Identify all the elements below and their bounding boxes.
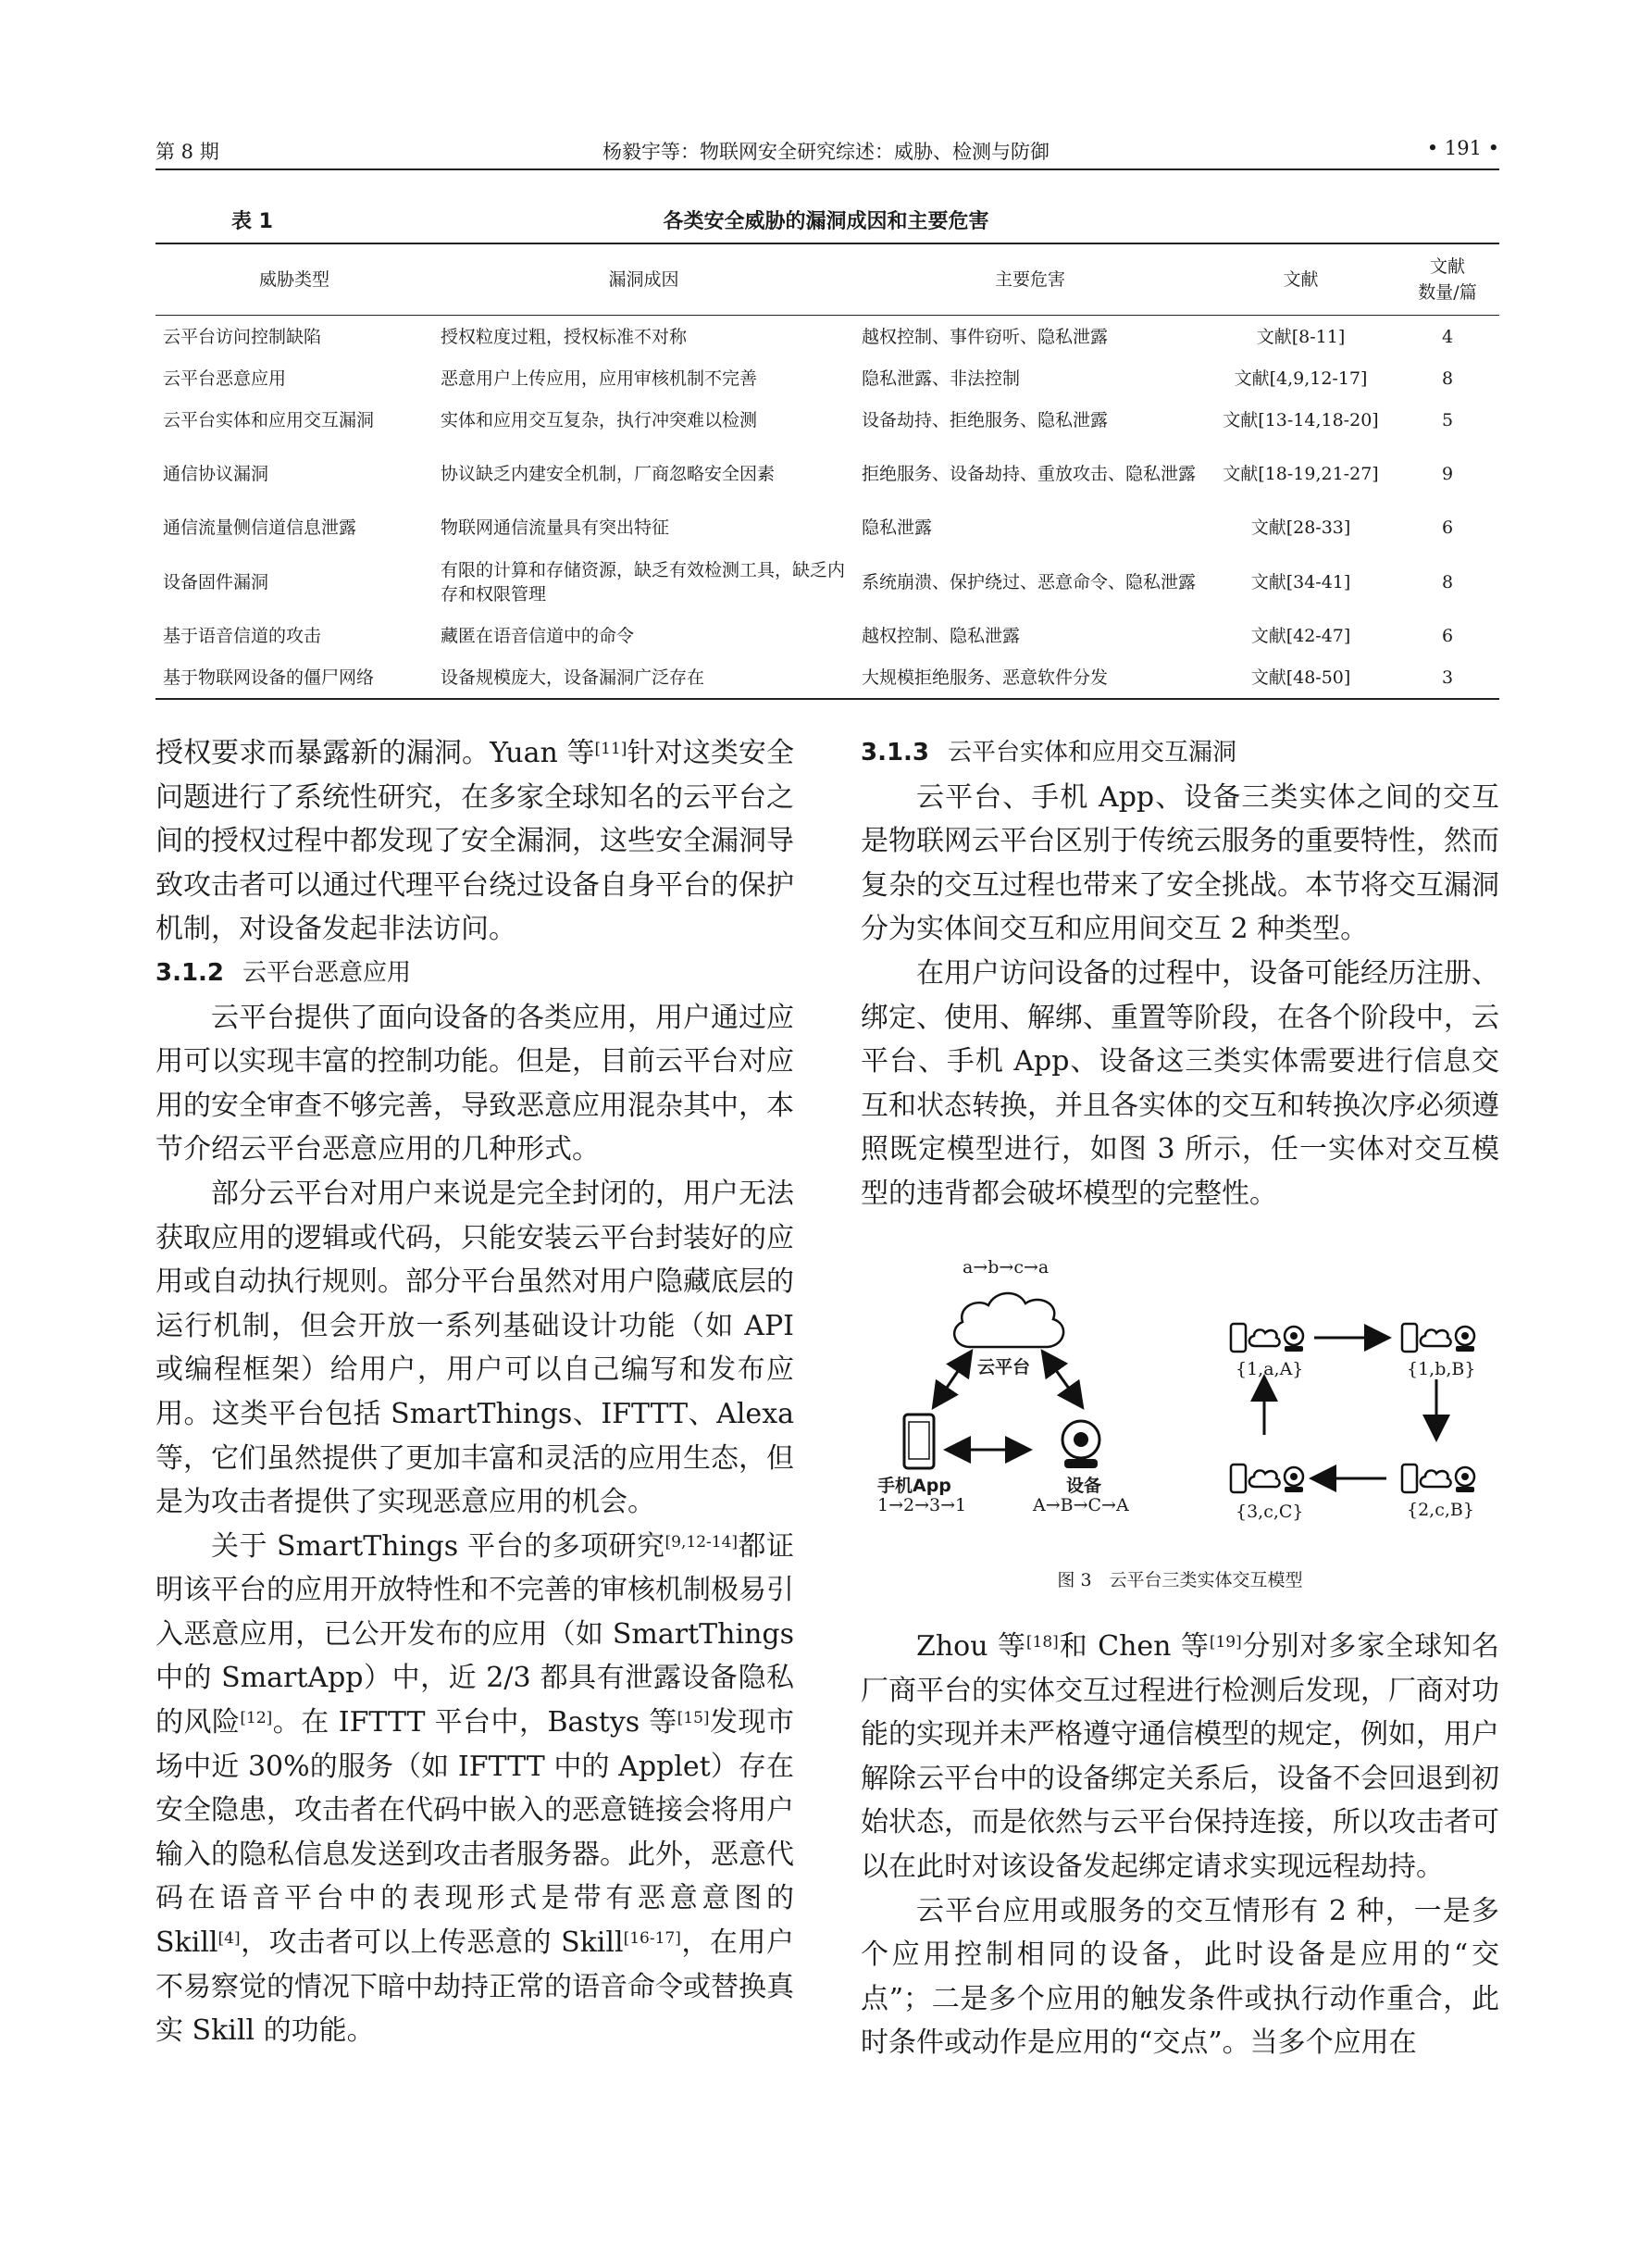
paragraph: 云平台提供了面向设备的各类应用，用户通过应用可以实现丰富的控制功能。但是，目前云平台对应用的安全审查不够完善，导致恶意应用混杂其中，本节介绍云平台恶意应用的几种形式。 xyxy=(155,1001,794,1166)
cell-count: 8 xyxy=(1441,368,1454,389)
cell-refs: 文献[48-50] xyxy=(1206,657,1396,699)
cell-type: 基于语音信道的攻击 xyxy=(163,626,322,646)
cell-type: 通信协议漏洞 xyxy=(163,463,269,484)
cell-harm: 拒绝服务、设备劫持、重放攻击、隐私泄露 xyxy=(862,463,1197,484)
camera-icon xyxy=(1062,1421,1099,1468)
cell-count: 3 xyxy=(1396,657,1499,699)
th-cause: 漏洞成因 xyxy=(433,243,854,316)
figure-caption: 图 3 云平台三类实体交互模型 xyxy=(1057,1570,1303,1590)
cell-cause: 有限的计算和存储资源，缺乏有效检测工具，缺乏内存和权限管理 xyxy=(441,559,846,605)
state-3-icons xyxy=(1402,1465,1474,1492)
cell-cause: 授权粒度过粗，授权标准不对称 xyxy=(441,326,688,347)
cell-cause: 藏匿在语音信道中的命令 xyxy=(441,626,635,646)
header-page: • 191 • xyxy=(1426,137,1499,159)
phone-icon xyxy=(904,1415,934,1468)
cell-refs: 文献[42-47] xyxy=(1250,626,1351,646)
cell-refs: 文献[28-33] xyxy=(1250,517,1351,538)
cell-refs: 文献[34-41] xyxy=(1250,571,1351,592)
right-column-top xyxy=(861,731,1499,1216)
cell-refs: 文献[13-14,18-20] xyxy=(1223,410,1379,430)
device-sequence: A→B→C→A xyxy=(1033,1495,1129,1515)
table-row xyxy=(155,316,1499,358)
paragraph: 部分云平台对用户来说是完全封闭的，用户无法获取应用的逻辑或代码，只能安装云平台封装好的应用或自动执行规则。部分平台虽然对用户隐藏底层的运行机制，但会开放一系列基础设计功能（如 API 或编程框架）给用户，用户可以自己编写和发布应用。这类平台包括 SmartThings、IFTTT、Alexa 等，它们虽然提供了更加丰富和灵活的应用生态，但是为攻击者提供了实现恶意应用的机会。 xyxy=(155,1177,794,1519)
paragraph: 授权要求而暴露新的漏洞。Yuan 等[11]针对这类安全问题进行了系统性研究，在多家全球知名的云平台之间的授权过程中都发现了安全漏洞，这些安全漏洞导致攻击者可以通过代理平台绕过设备自身平台的保护机制，对设备发起非法访问。 xyxy=(155,737,795,946)
cell-count: 6 xyxy=(1441,517,1454,538)
cell-count: 5 xyxy=(1441,410,1454,430)
header-rule xyxy=(155,168,1499,170)
cloud-sequence: a→b→c→a xyxy=(963,1257,1050,1278)
state-label-4: {3,c,C} xyxy=(1236,1502,1304,1522)
cloud-label: 云平台 xyxy=(977,1357,1031,1378)
table-row xyxy=(155,616,1499,657)
cell-harm: 大规模拒绝服务、恶意软件分发 xyxy=(854,657,1206,699)
table-header-row xyxy=(155,243,1499,316)
threat-table xyxy=(155,243,1499,700)
cell-count: 4 xyxy=(1441,326,1454,347)
cell-harm: 越权控制、隐私泄露 xyxy=(862,626,1021,646)
section-heading-3-1-2: 3.1.2 云平台恶意应用 xyxy=(155,958,412,987)
state-label-3: {2,c,B} xyxy=(1407,1500,1474,1520)
cell-refs: 文献[8-11] xyxy=(1256,326,1346,347)
cell-type: 通信流量侧信道信息泄露 xyxy=(163,517,357,538)
cell-cause: 设备规模庞大，设备漏洞广泛存在 xyxy=(433,657,854,699)
cell-count: 8 xyxy=(1441,571,1454,592)
th-refs: 文献 xyxy=(1206,243,1396,316)
state-label-2: {1,b,B} xyxy=(1407,1359,1476,1379)
cell-count: 9 xyxy=(1441,463,1454,484)
cell-type: 基于物联网设备的僵尸网络 xyxy=(155,657,433,699)
cell-harm: 系统崩溃、保护绕过、恶意命令、隐私泄露 xyxy=(862,571,1197,592)
cell-type: 云平台恶意应用 xyxy=(163,368,287,389)
th-count: 文献 数量/篇 xyxy=(1396,243,1499,316)
paragraph: 云平台应用或服务的交互情形有 2 种，一是多个应用控制相同的设备，此时设备是应用的“交点”；二是多个应用的触发条件或执行动作重合，此时条件或动作是应用的“交点”。当多个应用在 xyxy=(861,1894,1499,2060)
state-label-1: {1,a,A} xyxy=(1236,1359,1304,1379)
table-row xyxy=(155,549,1499,616)
cell-refs: 文献[4,9,12-17] xyxy=(1234,368,1368,389)
cell-harm: 越权控制、事件窃听、隐私泄露 xyxy=(862,326,1109,347)
cell-type: 云平台实体和应用交互漏洞 xyxy=(163,410,375,430)
cell-harm: 设备劫持、拒绝服务、隐私泄露 xyxy=(862,410,1109,430)
table-row xyxy=(155,400,1499,442)
section-heading-3-1-3: 3.1.3 云平台实体和应用交互漏洞 xyxy=(861,739,1237,767)
table-label: 表 1 xyxy=(231,210,273,233)
header-title: 杨毅宇等：物联网安全研究综述：威胁、检测与防御 xyxy=(602,141,1050,163)
table-row xyxy=(155,657,1499,699)
device-label: 设备 xyxy=(1066,1476,1102,1496)
cell-count: 6 xyxy=(1441,626,1454,646)
cell-cause: 协议缺乏内建安全机制，厂商忽略安全因素 xyxy=(441,463,776,484)
th-harm: 主要危害 xyxy=(854,243,1206,316)
right-column-bottom xyxy=(861,1625,1499,2065)
table-title: 各类安全威胁的漏洞成因和主要危害 xyxy=(663,210,989,233)
cell-cause: 物联网通信流量具有突出特征 xyxy=(441,517,670,538)
cell-type: 云平台访问控制缺陷 xyxy=(163,326,322,347)
phone-sequence: 1→2→3→1 xyxy=(877,1495,967,1515)
interaction-diagram xyxy=(861,1250,1499,1565)
th-type: 威胁类型 xyxy=(155,243,433,316)
table-row xyxy=(155,506,1499,549)
left-column xyxy=(155,731,794,2053)
cell-cause: 恶意用户上传应用，应用审核机制不完善 xyxy=(441,368,758,389)
paragraph: 关于 SmartThings 平台的多项研究[9,12-14]都证明该平台的应用开放特性和不完善的审核机制极易引入恶意应用，已公开发布的应用（如 SmartThings 中的 SmartApp）中，近 2/3 都具有泄露设备隐私的风险[12]。在 IFTTT 平台中，Bastys 等[15]发现市场中近 30%的服务（如 IFTTT 中的 Applet）存在安全隐患，攻击者在代码中嵌入的恶意链接会将用户输入的隐私信息发送到攻击者服务器。此外，恶意代码在语音平台中的表现形式是带有恶意意图的 Skill[4]，攻击者可以上传恶意的 Skill[16-17]，在用户不易察觉的情况下暗中劫持正常的语音命令或替换真实 Skill 的功能。 xyxy=(155,1529,794,2048)
cell-cause: 实体和应用交互复杂，执行冲突难以检测 xyxy=(441,410,758,430)
cell-type: 设备固件漏洞 xyxy=(163,571,269,592)
table-row xyxy=(155,358,1499,400)
header-issue: 第 8 期 xyxy=(155,141,219,163)
figure-3 xyxy=(861,1250,1499,1583)
paragraph: 云平台、手机 App、设备三类实体之间的交互是物联网云平台区别于传统云服务的重要特性，然而复杂的交互过程也带来了安全挑战。本节将交互漏洞分为实体间交互和应用间交互 2 种类型。 xyxy=(861,780,1499,946)
table-row xyxy=(155,442,1499,506)
paragraph: 在用户访问设备的过程中，设备可能经历注册、绑定、使用、解绑、重置等阶段，在各个阶段中，云平台、手机 App、设备这三类实体需要进行信息交互和状态转换，并且各实体的交互和转换次序必须遵照既定模型进行，如图 3 所示，任一实体对交互模型的违背都会破坏模型的完整性。 xyxy=(861,956,1499,1210)
cell-refs: 文献[18-19,21-27] xyxy=(1223,463,1379,484)
state-1-icons xyxy=(1231,1324,1303,1352)
state-2-icons xyxy=(1402,1324,1474,1352)
cell-harm: 隐私泄露 xyxy=(862,517,933,538)
paragraph: Zhou 等[18]和 Chen 等[19]分别对多家全球知名厂商平台的实体交互过程进行检测后发现，厂商对功能的实现并未严格遵守通信模型的规定，例如，用户解除云平台中的设备绑定关系后，设备不会回退到初始状态，而是依然与云平台保持连接，所以攻击者可以在此时对该设备发起绑定请求实现远程劫持。 xyxy=(861,1630,1499,1883)
state-4-icons xyxy=(1231,1465,1303,1492)
cell-harm: 隐私泄露、非法控制 xyxy=(862,368,1021,389)
phone-label: 手机App xyxy=(877,1476,951,1496)
cloud-icon xyxy=(954,1293,1063,1347)
